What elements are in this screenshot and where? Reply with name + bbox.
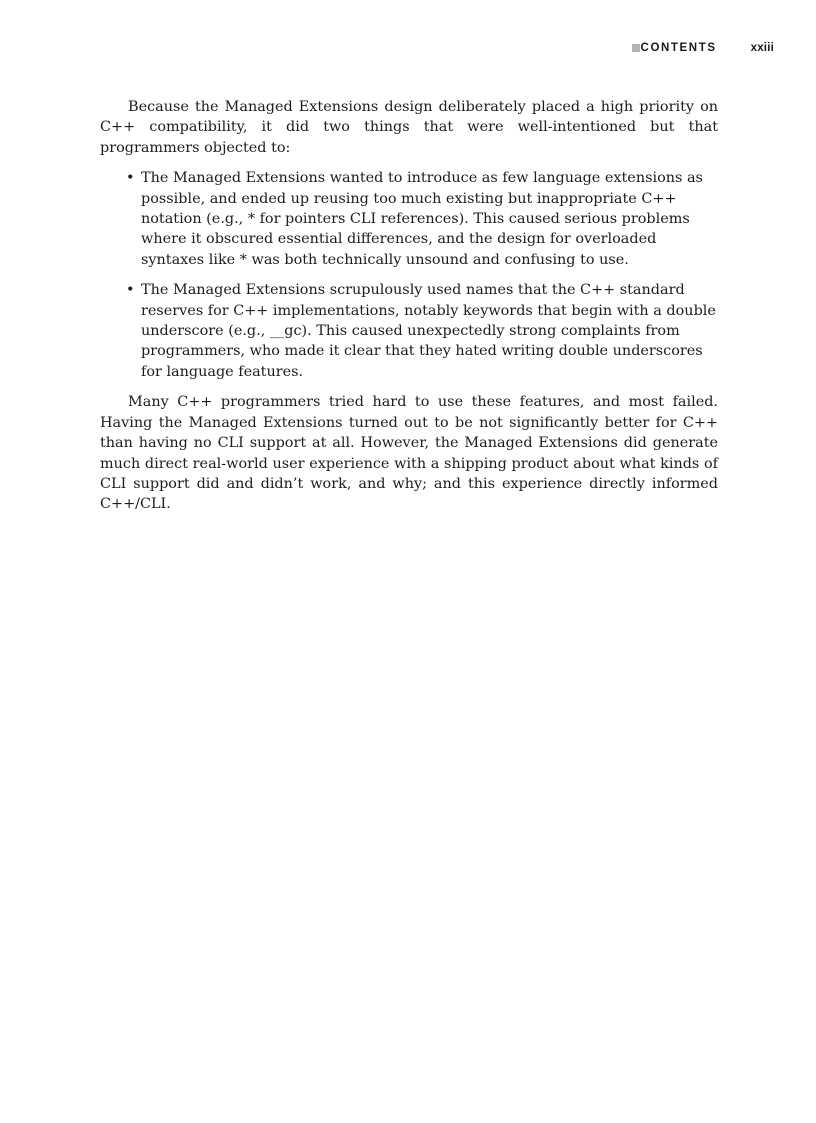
bullet-list: [100, 168, 718, 382]
list-item-text: The Managed Extensions wanted to introduce as few language extensions as possible, and ended up reusing too much existing but inappropriate C++ notation (e.g., * for pointers CLI references). This caused serious problems where it obscured essential differences, and the design for overloaded syntaxes like * was both technically unsound and confusing to use.: [141, 170, 703, 268]
list-item: [126, 280, 718, 382]
bullet-icon: •: [126, 170, 135, 187]
list-item: [126, 168, 718, 270]
page-number: xxiii: [750, 42, 774, 54]
bullet-icon: •: [126, 282, 135, 299]
running-header: [632, 42, 774, 54]
intro-paragraph: Because the Managed Extensions design deliberately placed a high priority on C++ compatibility, it did two things that were well-intentioned but that programmers objected to:: [100, 99, 718, 156]
closing-paragraph: Many C++ programmers tried hard to use these features, and most failed. Having the Managed Extensions turned out to be not significantly better for C++ than having no CLI support at all. However, the Managed Extensions did generate much direct real-world user experience with a shipping product about what kinds of CLI support did and didn’t work, and why; and this experience directly informed C++/CLI.: [100, 394, 718, 513]
list-item-text: The Managed Extensions scrupulously used names that the C++ standard reserves for C++ implementations, notably keywords that begin with a double underscore (e.g., __gc). This caused unexpectedly strong complaints from programmers, who made it clear that they hated writing double underscores for language features.: [141, 282, 716, 380]
header-marker-icon: [632, 44, 640, 52]
page-body: [100, 97, 718, 515]
running-head-section: CONTENTS: [640, 42, 717, 54]
